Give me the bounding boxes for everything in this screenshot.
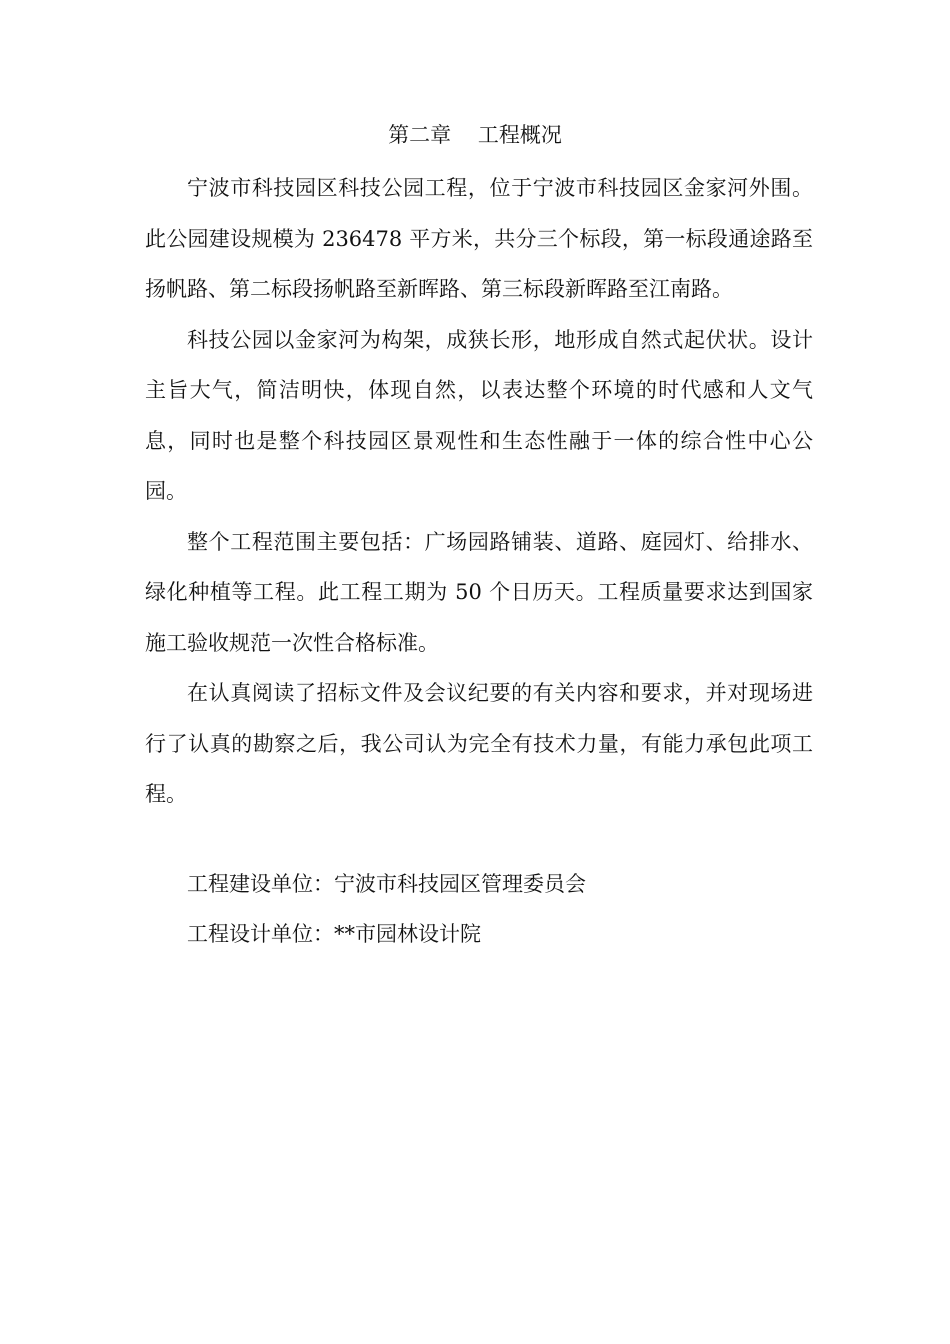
chapter-title: 第二章 工程概况	[388, 123, 562, 147]
document-body	[145, 163, 813, 820]
paragraph-capability: 在认真阅读了招标文件及会议纪要的有关内容和要求，并对现场进行了认真的勘察之后，我公司认为完全有技术力量，有能力承包此项工程。	[145, 681, 813, 806]
design-unit: 工程设计单位：**市园林设计院	[187, 922, 481, 946]
paragraph-design-concept: 科技公园以金家河为构架，成狭长形，地形成自然式起伏状。设计主旨大气，简洁明快，体现自然，以表达整个环境的时代感和人文气息，同时也是整个科技园区景观性和生态性融于一体的综合性中心公园。	[145, 327, 813, 503]
paragraph-location: 宁波市科技园区科技公园工程，位于宁波市科技园区金家河外围。此公园建设规模为 236478 平方米，共分三个标段，第一标段通途路至扬帆路、第二标段扬帆路至新晖路、第三标段新晖路至江南路。	[145, 176, 813, 301]
construction-unit: 工程建设单位：宁波市科技园区管理委员会	[187, 872, 586, 896]
paragraph-scope: 整个工程范围主要包括：广场园路铺装、道路、庭园灯、给排水、绿化种植等工程。此工程工期为 50 个日历天。工程质量要求达到国家施工验收规范一次性合格标准。	[145, 529, 813, 655]
